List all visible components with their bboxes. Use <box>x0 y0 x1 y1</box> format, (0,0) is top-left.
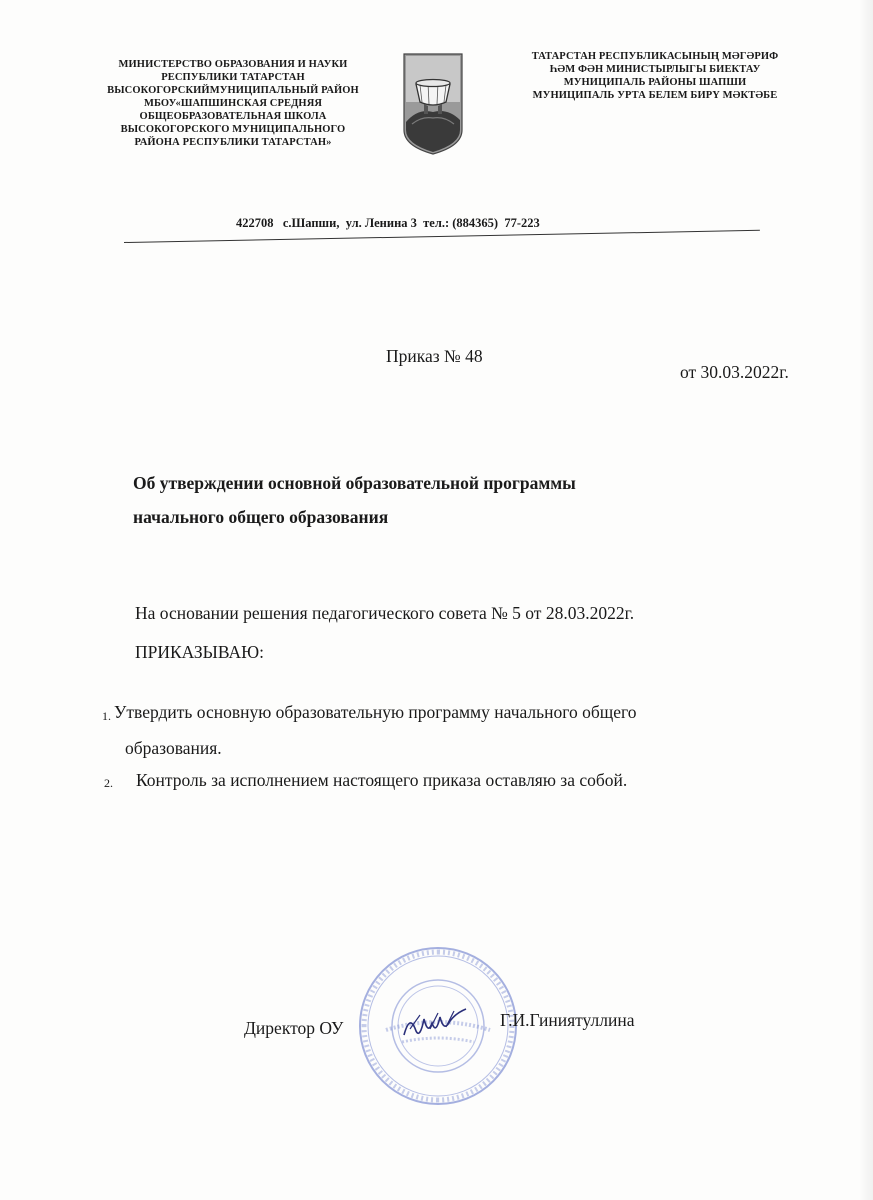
signature-name: Г.И.Гиниятуллина <box>500 1010 635 1030</box>
header-left-line: ОБЩЕОБРАЗОВАТЕЛЬНАЯ ШКОЛА <box>139 111 327 122</box>
order-subject-line: Об утверждении основной образовательной программы <box>133 473 576 493</box>
director-signature <box>400 1005 472 1045</box>
header-left-line: ВЫСОКОГОРСКИЙМУНИЦИПАЛЬНЫЙ РАЙОН <box>107 85 359 96</box>
list-item-number: 1. <box>102 709 111 723</box>
header-right-line: МУНИЦИПАЛЬ УРТА БЕЛЕМ БИРҮ МӘКТӘБЕ <box>532 90 778 101</box>
signature-role: Директор ОУ <box>244 1018 344 1038</box>
order-command: ПРИКАЗЫВАЮ: <box>135 642 264 662</box>
order-basis: На основании решения педагогического совета № 5 от 28.03.2022г. <box>135 603 635 623</box>
header-left-line: РАЙОНА РЕСПУБЛИКИ ТАТАРСТАН» <box>134 137 332 148</box>
order-title: Приказ № 48 <box>386 346 483 366</box>
header-right-line: МУНИЦИПАЛЬ РАЙОНЫ ШАПШИ <box>563 77 747 88</box>
list-item-number: 2. <box>104 776 113 790</box>
header-left-line: МБОУ«ШАПШИНСКАЯ СРЕДНЯЯ <box>143 98 323 109</box>
list-item-text: Контроль за исполнением настоящего приказа оставляю за собой. <box>136 770 628 790</box>
header-right-block <box>505 50 805 102</box>
order-subject <box>133 466 576 534</box>
school-address: 422708 с.Шапши, ул. Ленина 3 тел.: (884365) 77-223 <box>236 216 540 230</box>
header-divider <box>124 230 760 243</box>
header-left-line: РЕСПУБЛИКИ ТАТАРСТАН <box>161 72 305 83</box>
list-item-text: Утвердить основную образовательную программу начального общего <box>114 702 637 722</box>
header-right-line: ҺӘМ ФӘН МИНИСТЫРЛЫГЫ БИЕКТАУ <box>549 64 761 75</box>
order-date: от 30.03.2022г. <box>680 362 789 382</box>
header-right-line: ТАТАРСТАН РЕСПУБЛИКАСЫНЫҢ МӘГӘРИФ <box>531 51 779 62</box>
header-left-line: ВЫСОКОГОРСКОГО МУНИЦИПАЛЬНОГО <box>120 124 346 135</box>
header-left-line: МИНИСТЕРСТВО ОБРАЗОВАНИЯ И НАУКИ <box>118 59 348 70</box>
order-subject-line: начального общего образования <box>133 507 389 527</box>
header-left-block <box>88 58 378 149</box>
list-item-text-continued: образования. <box>125 738 222 758</box>
coat-of-arms-emblem <box>402 52 464 156</box>
scan-edge-shadow <box>859 0 873 1200</box>
